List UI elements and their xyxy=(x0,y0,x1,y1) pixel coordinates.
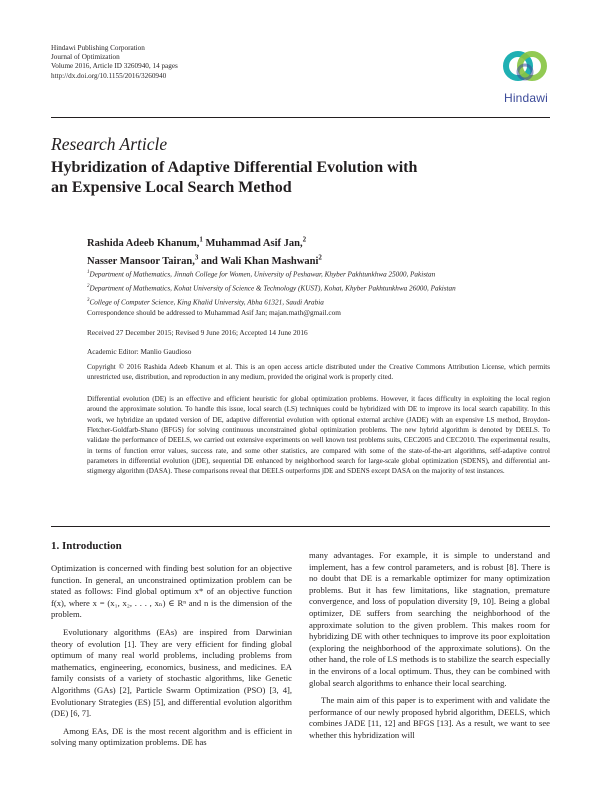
doi-link[interactable]: http://dx.doi.org/10.1155/2016/3260940 xyxy=(51,71,167,80)
journal-name: Journal of Optimization xyxy=(51,53,120,62)
hindawi-logo-text: Hindawi xyxy=(503,91,549,105)
copyright-notice: Copyright © 2016 Rashida Adeeb Khanum et al. This is an open access article distributed under the Creative Commons Attribution License, which permits unrestricted use, distribution, and reproduction in any medium, provided the original work is properly cited. xyxy=(87,363,550,382)
journal-header xyxy=(51,44,178,81)
affiliation: $^2$Department of Mathematics, Kohat University of Science & Technology (KUST), Kohat, Khyber Pakhtunkhwa 26000, Pakistan xyxy=(87,283,456,293)
body-column-right xyxy=(309,550,550,748)
body-paragraph: The main aim of this paper is to experiment with and validate the performance of our newly proposed hybrid algorithm, DEELS, which combines JADE [11, 12] and BFGS [13]. As a result, we want to see whether this hybridization will xyxy=(309,695,550,740)
volume-line: Volume 2016, Article ID 3260940, 14 pages xyxy=(51,62,178,71)
header-divider xyxy=(51,117,550,118)
article-dates: Received 27 December 2015; Revised 9 June 2016; Accepted 14 June 2016 xyxy=(87,328,308,337)
abstract: Differential evolution (DE) is an effective and efficient heuristic for global optimization problems. However, it faces difficulty in exploiting the local region around the approximate solution. To handle this issue, local search (LS) techniques could be hybridized with DE to improve its local search capability. In this work, we hybridize an updated version of DE, adaptive differential evolution with optional external archive (JADE) with an expensive LS method, Broydon-Fletcher-Goldfarb-Shano (BFGS) for solving continuous unconstrained global optimization problems. The new hybrid algorithm is denoted by DEELS. To validate the performance of DEELS, we carried out extensive experiments on well known test problems suits, CEC2005 and CEC2010. The experimental results, in terms of function error values, success rate, and some other statistics, are compared with some of the state-of-the-art algorithms, self-adaptive control parameters in differential evolution (jDE), sequential DE enhanced by neighborhood search for large-scale global optimization (SDENS), and differential ant-stigmergy algorithm (DASA). These comparisons reveal that DEELS outperforms jDE and SDENS except DASA on the majority of test instances. xyxy=(87,395,550,476)
author-list xyxy=(87,232,322,269)
author: Nasser Mansoor Tairan,$^3$ xyxy=(87,253,199,267)
body-paragraph: Among EAs, DE is the most recent algorithm and is efficient in solving many optimization problems. DE has xyxy=(51,725,292,748)
publisher-line: Hindawi Publishing Corporation xyxy=(51,44,145,52)
body-paragraph: Evolutionary algorithms (EAs) are inspired from Darwinian theory of evolution [1]. They are very efficient for finding global optimum of many real world problems, including problems from mathematics, engineering, economics, business, and medicines. EA family consists of a variety of stochastic algorithms, like Genetic Algorithms (GAs) [2], Particle Swarm Optimization (PSO) [3, 4], Evolutionary Strategies (ES) [5], and differential evolution algorithm (DE) [6, 7]. xyxy=(51,626,292,719)
body-paragraph: many advantages. For example, it is simple to understand and implement, has a few control parameters, and is robust [8]. There is no doubt that DE is a remarkable optimizer for many optimization problems. But it has few limitations, like stagnation, premature convergence, and loss of population diversity [9, 10]. Being a global optimizer, DE suffers from searching the neighborhood of the approximate solution to the given problem. This makes room for hybridizing DE with other techniques to improve its poor exploitation (exploring the neighborhood of the approximate solutions). On the other hand, the role of LS methods is to stabilize the search especially in the environs of a local optimum. Thus, they can be combined with global search algorithms to enhance their local searching. xyxy=(309,550,550,688)
academic-editor: Academic Editor: Manlio Gaudioso xyxy=(87,347,192,356)
article-type: Research Article xyxy=(51,134,168,154)
title-line: an Expensive Local Search Method xyxy=(51,179,292,196)
section-heading: 1. Introduction xyxy=(51,540,122,552)
title-line: Hybridization of Adaptive Differential Evolution with xyxy=(51,159,418,176)
correspondence: Correspondence should be addressed to Muhammad Asif Jan; majan.math@gmail.com xyxy=(87,308,341,317)
author: Muhammad Asif Jan,$^2$ xyxy=(205,235,307,249)
affiliation: $^3$College of Computer Science, King Khalid University, Abha 61321, Saudi Arabia xyxy=(87,297,324,307)
affiliation: $^1$Department of Mathematics, Jinnah College for Women, University of Peshawar, Khyber Pakhtunkhwa 25000, Pakistan xyxy=(87,270,436,279)
affiliations xyxy=(87,267,456,309)
article-title xyxy=(51,158,521,198)
body-column-left xyxy=(51,540,292,755)
body-paragraph: Optimization is concerned with finding best solution for an objective function. In general, an unconstrained optimization problem can be stated as follows: Find global optimum x* of an objective function f(x), where x = (x₁, x₂, . . . , xₙ) ∈ Rⁿ and n is the dimension of the problem. xyxy=(51,563,292,620)
author: Rashida Adeeb Khanum,$^1$ xyxy=(87,235,203,249)
author: and Wali Khan Mashwani$^2$ xyxy=(200,253,322,267)
abstract-divider xyxy=(51,526,550,527)
